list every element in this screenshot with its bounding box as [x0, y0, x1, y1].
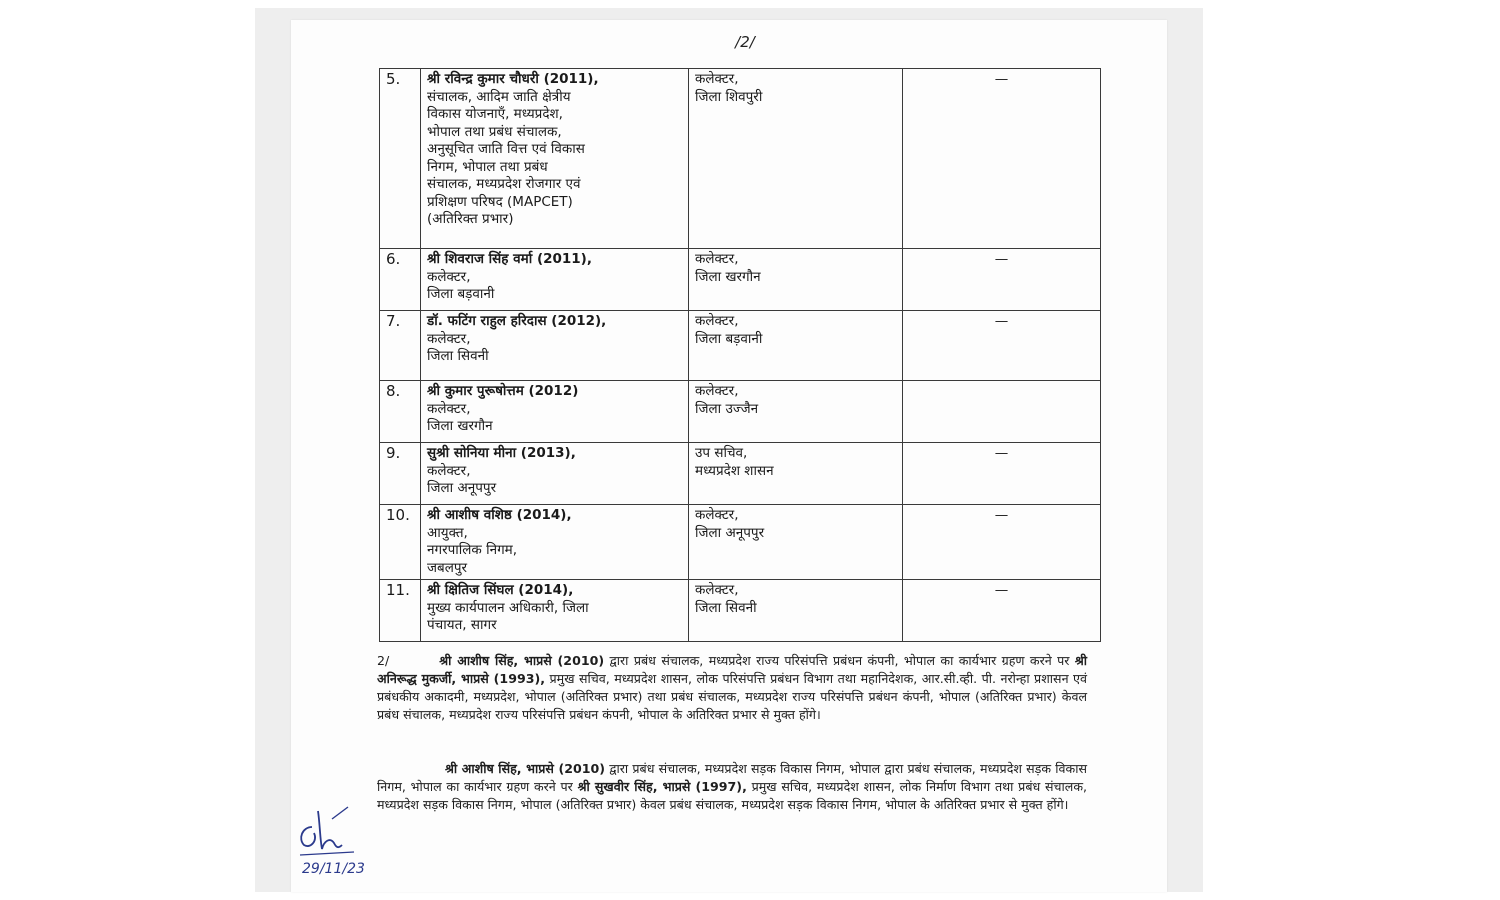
serial-number: 6. [380, 249, 421, 311]
table-row [380, 69, 1101, 249]
officer-cell [421, 580, 689, 642]
serial-number: 7. [380, 311, 421, 381]
current-posting-line: कलेक्टर, [427, 462, 471, 479]
officer-cell [421, 311, 689, 381]
new-posting-line: मध्यप्रदेश शासन [695, 462, 774, 479]
paragraph-text: प्रमुख सचिव, मध्यप्रदेश शासन, लोक निर्माण विभाग तथा प्रबंध संचालक, मध्यप्रदेश सड़क विकास निगम, भोपाल (अतिरिक्त प्रभार) केवल प्रबंध संचालक, मध्यप्रदेश सड़क विकास निगम, भोपाल के अतिरिक्त प्रभार से मुक्त होंगे। [377, 779, 1088, 812]
serial-number: 5. [380, 69, 421, 249]
table-row [380, 443, 1101, 505]
new-posting-line: जिला खरगौन [695, 268, 761, 285]
officer-name: श्री सुखवीर सिंह, भाप्रसे (1997), [577, 779, 747, 794]
new-posting-cell [689, 311, 903, 381]
serial-number: 9. [380, 443, 421, 505]
serial-number: 10. [380, 505, 421, 580]
current-posting-line: कलेक्टर, [427, 268, 471, 285]
officer-name: श्री आशीष वशिष्ठ (2014), [427, 507, 572, 523]
current-posting-line: नगरपालिक निगम, [427, 542, 518, 558]
current-posting-line: जिला बड़वानी [427, 286, 495, 302]
new-posting-line: जिला सिवनी [695, 599, 757, 616]
new-posting-cell [689, 381, 903, 443]
new-posting-line: जिला शिवपुरी [695, 88, 763, 105]
new-posting-line: कलेक्टर, [695, 251, 739, 267]
current-posting-line: (अतिरिक्त प्रभार) [427, 211, 514, 227]
current-posting-line: मुख्य कार्यपालन अधिकारी, जिला [427, 599, 589, 616]
officer-name: श्री रविन्द्र कुमार चौधरी (2011), [427, 71, 599, 87]
remark-cell: — [903, 249, 1101, 311]
handwritten-signature [292, 805, 372, 881]
remark-cell: — [903, 580, 1101, 642]
remark-cell: — [903, 443, 1101, 505]
current-posting-line: कलेक्टर, [427, 330, 471, 347]
new-posting-line: जिला उज्जैन [695, 400, 759, 417]
officer-name: श्री अनिरूद्ध मुकर्जी, भाप्रसे (1993), [377, 653, 1087, 686]
current-posting-line: जबलपुर [427, 559, 468, 576]
current-posting-line: जिला खरगौन [427, 418, 493, 434]
paragraph-3 [377, 760, 1087, 814]
new-posting-cell [689, 580, 903, 642]
new-posting-cell [689, 505, 903, 580]
officer-cell [421, 249, 689, 311]
page-number: /2/ [735, 33, 755, 51]
officer-name: डॉ. फटिंग राहुल हरिदास (2012), [427, 313, 607, 329]
table-row [380, 311, 1101, 381]
new-posting-cell [689, 69, 903, 249]
current-posting-line: निगम, भोपाल तथा प्रबंध [427, 158, 548, 175]
officer-cell [421, 505, 689, 580]
new-posting-line: कलेक्टर, [695, 71, 739, 87]
current-posting-line: आयुक्त, [427, 524, 468, 541]
officer-name: सुश्री सोनिया मीना (2013), [427, 445, 576, 461]
new-posting-cell [689, 443, 903, 505]
remark-cell: — [903, 505, 1101, 580]
officer-name: श्री आशीष सिंह, भाप्रसे (2010) [439, 653, 605, 668]
current-posting-line: कलेक्टर, [427, 400, 471, 417]
table-row [380, 580, 1101, 642]
paragraph-number: 2/ [377, 653, 390, 668]
officer-name: श्री शिवराज सिंह वर्मा (2011), [427, 251, 592, 267]
new-posting-line: जिला अनूपपुर [695, 524, 765, 541]
officer-cell [421, 381, 689, 443]
current-posting-line: जिला अनूपपुर [427, 480, 497, 496]
signature-date: 29/11/23 [302, 861, 365, 877]
remark-cell: — [903, 69, 1101, 249]
new-posting-line: कलेक्टर, [695, 313, 739, 329]
officer-name: श्री आशीष सिंह, भाप्रसे (2010) [445, 761, 606, 776]
current-posting-line: संचालक, मध्यप्रदेश रोजगार एवं [427, 176, 581, 192]
transfer-order-table [379, 68, 1101, 642]
paragraph-text: द्वारा प्रबंध संचालक, मध्यप्रदेश राज्य परिसंपत्ति प्रबंधन कंपनी, भोपाल का कार्यभार ग्रहण करने पर [604, 653, 1075, 668]
table-row [380, 381, 1101, 443]
serial-number: 8. [380, 381, 421, 443]
current-posting-line: जिला सिवनी [427, 348, 489, 364]
serial-number: 11. [380, 580, 421, 642]
paragraph-text: प्रमुख सचिव, मध्यप्रदेश शासन, लोक परिसंपत्ति प्रबंधन विभाग तथा महानिदेशक, आर.सी.व्ही. पी. नरोन्हा प्रशासन एवं प्रबंधकीय अकादमी, मध्यप्रदेश, भोपाल (अतिरिक्त प्रभार) तथा प्रबंध संचालक, मध्यप्रदेश राज्य परिसंपत्ति प्रबंधन कंपनी, भोपाल (अतिरिक्त प्रभार) केवल प्रबंध संचालक, मध्यप्रदेश राज्य परिसंपत्ति प्रबंधन कंपनी, भोपाल के अतिरिक्त प्रभार से मुक्त होंगे। [377, 671, 1087, 722]
new-posting-line: उप सचिव, [695, 445, 748, 461]
current-posting-line: प्रशिक्षण परिषद (MAPCET) [427, 193, 573, 210]
current-posting-line: संचालक, आदिम जाति क्षेत्रीय [427, 88, 571, 105]
table-row [380, 505, 1101, 580]
paragraph-2 [377, 652, 1087, 724]
table-row [380, 249, 1101, 311]
current-posting-line: भोपाल तथा प्रबंध संचालक, [427, 123, 562, 140]
remark-cell: — [903, 311, 1101, 381]
new-posting-line: कलेक्टर, [695, 582, 739, 598]
new-posting-line: जिला बड़वानी [695, 330, 763, 347]
officer-name: श्री क्षितिज सिंघल (2014), [427, 582, 574, 598]
current-posting-line: पंचायत, सागर [427, 617, 497, 633]
new-posting-cell [689, 249, 903, 311]
new-posting-line: कलेक्टर, [695, 507, 739, 523]
new-posting-line: कलेक्टर, [695, 383, 739, 399]
paragraph-text: द्वारा प्रबंध संचालक, मध्यप्रदेश सड़क विकास निगम, भोपाल द्वारा प्रबंध संचालक, मध्यप्रदेश सड़क विकास निगम, भोपाल का कार्यभार ग्रहण करने पर [377, 761, 1087, 794]
officer-cell [421, 69, 689, 249]
officer-cell [421, 443, 689, 505]
current-posting-line: विकास योजनाएँ, मध्यप्रदेश, [427, 106, 563, 122]
current-posting-line: अनुसूचित जाति वित्त एवं विकास [427, 141, 585, 157]
officer-name: श्री कुमार पुरूषोत्तम (2012) [427, 383, 579, 399]
remark-cell [903, 381, 1101, 443]
